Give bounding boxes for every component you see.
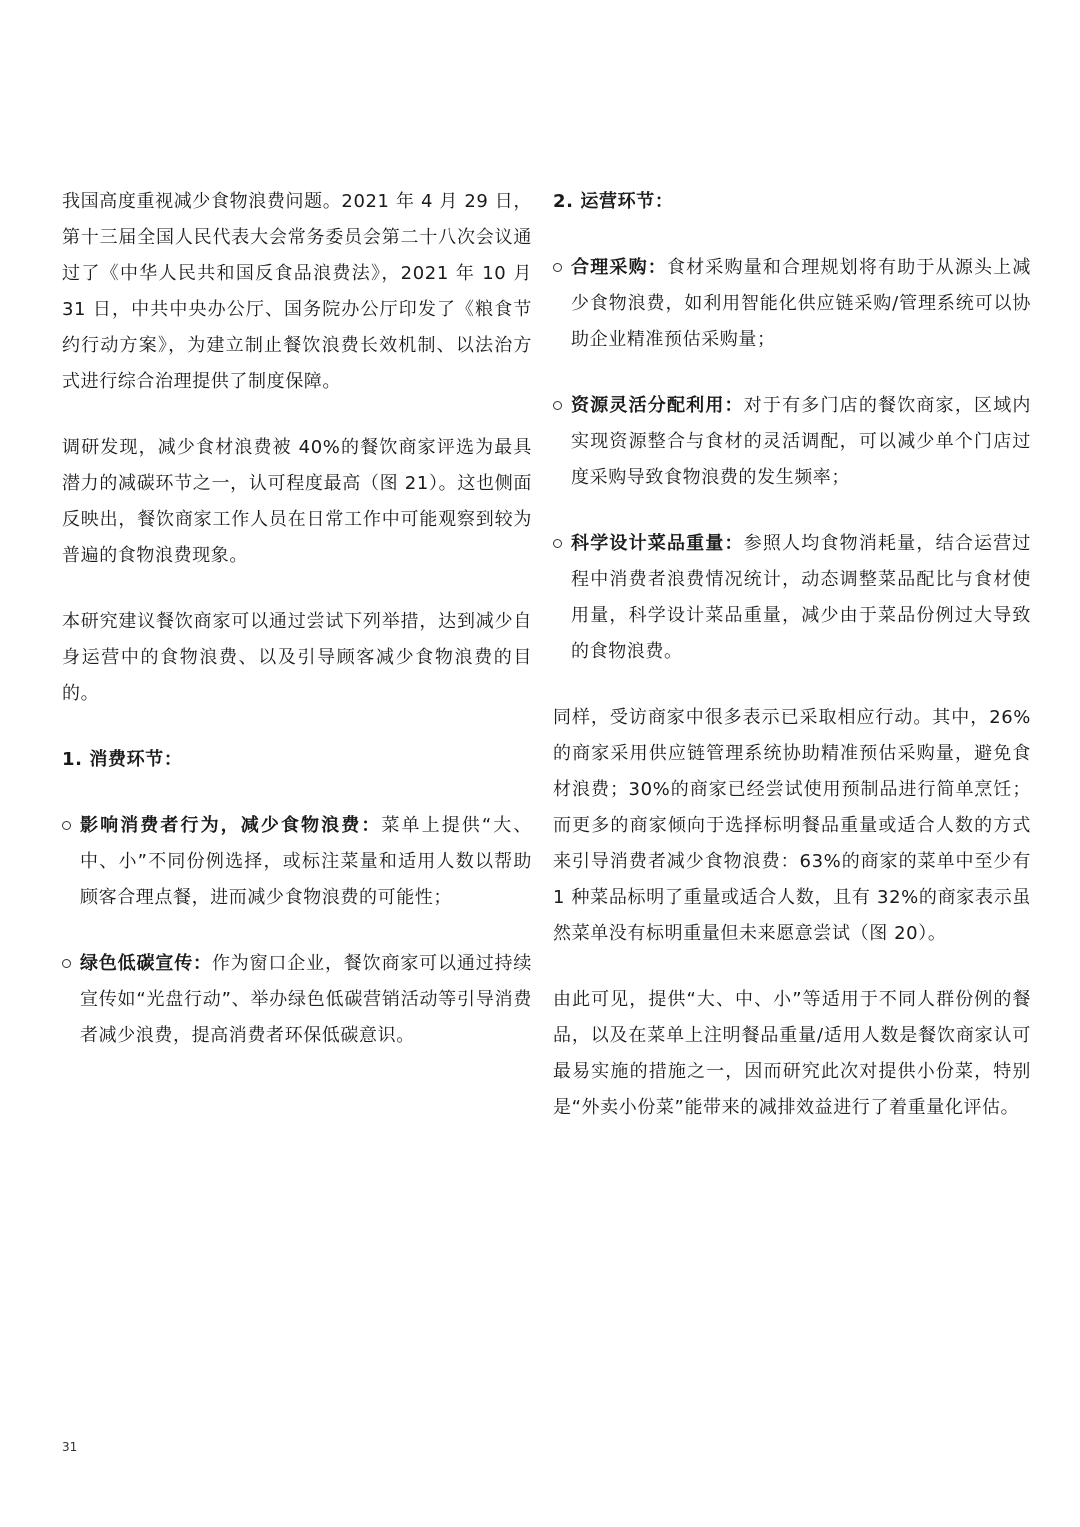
- circle-bullet-icon: [553, 539, 562, 548]
- bullet-item: [553, 250, 1031, 358]
- bullet-text: 参照人均食物消耗量，结合运营过程中消费者浪费情况统计，动态调整菜品配比与食材使用量，科学设计菜品重量，减少由于菜品份例过大导致的食物浪费。: [571, 533, 1031, 662]
- section-heading-operation: 2. 运营环节：: [553, 191, 674, 212]
- bullet-title: 科学设计菜品重量：: [571, 533, 744, 554]
- circle-bullet-icon: [553, 401, 562, 410]
- bullet-text: 菜单上提供“大、中、小”不同份例选择，或标注菜量和适用人数以帮助顾客合理点餐，进而减少食物浪费的可能性；: [80, 815, 533, 908]
- page-number: 31: [62, 1440, 78, 1454]
- bullet-item: [62, 946, 532, 1054]
- bullet-text: 对于有多门店的餐饮商家，区域内实现资源整合与食材的灵活调配，可以减少单个门店过度采购导致食物浪费的发生频率；: [571, 395, 1031, 488]
- bullet-title: 绿色低碳宣传：: [80, 953, 212, 974]
- bullet-item: [553, 526, 1031, 670]
- bullet-item: [553, 388, 1031, 496]
- left-column: [62, 184, 532, 1084]
- bullet-text: 作为窗口企业，餐饮商家可以通过持续宣传如“光盘行动”、举办绿色低碳营销活动等引导消费者减少浪费，提高消费者环保低碳意识。: [80, 953, 532, 1046]
- circle-bullet-icon: [62, 959, 71, 968]
- paragraph-recommendation: 本研究建议餐饮商家可以通过尝试下列举措，达到减少自身运营中的食物浪费、以及引导顾客减少食物浪费的目的。: [62, 611, 532, 704]
- bullet-title: 合理采购：: [571, 257, 667, 278]
- circle-bullet-icon: [553, 263, 562, 272]
- paragraph-conclusion: 由此可见，提供“大、中、小”等适用于不同人群份例的餐品，以及在菜单上注明餐品重量/适用人数是餐饮商家认可最易实施的措施之一，因而研究此次对提供小份菜，特别是“外卖小份菜”能带来的减排效益进行了着重量化评估。: [553, 989, 1031, 1118]
- paragraph-survey: 调研发现，减少食材浪费被 40%的餐饮商家评选为最具潜力的减碳环节之一，认可程度最高（图 21）。这也侧面反映出，餐饮商家工作人员在日常工作中可能观察到较为普遍的食物浪费现象。: [62, 437, 532, 566]
- paragraph-actions-taken: 同样，受访商家中很多表示已采取相应行动。其中，26%的商家采用供应链管理系统协助精准预估采购量，避免食材浪费；30%的商家已经尝试使用预制品进行简单烹饪；而更多的商家倾向于选择标明餐品重量或适合人数的方式来引导消费者减少食物浪费：63%的商家的菜单中至少有 1 种菜品标明了重量或适合人数，且有 32%的商家表示虽然菜单没有标明重量但未来愿意尝试（图 20）。: [553, 707, 1031, 944]
- bullet-item: [62, 808, 532, 916]
- paragraph-policy: 我国高度重视减少食物浪费问题。2021 年 4 月 29 日，第十三届全国人民代表大会常务委员会第二十八次会议通过了《中华人民共和国反食品浪费法》，2021 年 10 月 31 日，中共中央办公厅、国务院办公厅印发了《粮食节约行动方案》，为建立制止餐饮浪费长效机制、以法治方式进行综合治理提供了制度保障。: [62, 191, 532, 392]
- bullet-title: 资源灵活分配利用：: [571, 395, 744, 416]
- bullet-title: 影响消费者行为，减少食物浪费：: [80, 815, 382, 836]
- bullet-text: 食材采购量和合理规划将有助于从源头上减少食物浪费，如利用智能化供应链采购/管理系统可以协助企业精准预估采购量；: [571, 257, 1032, 350]
- section-heading-consumption: 1. 消费环节：: [62, 749, 183, 770]
- circle-bullet-icon: [62, 821, 71, 830]
- right-column: [553, 184, 1031, 1156]
